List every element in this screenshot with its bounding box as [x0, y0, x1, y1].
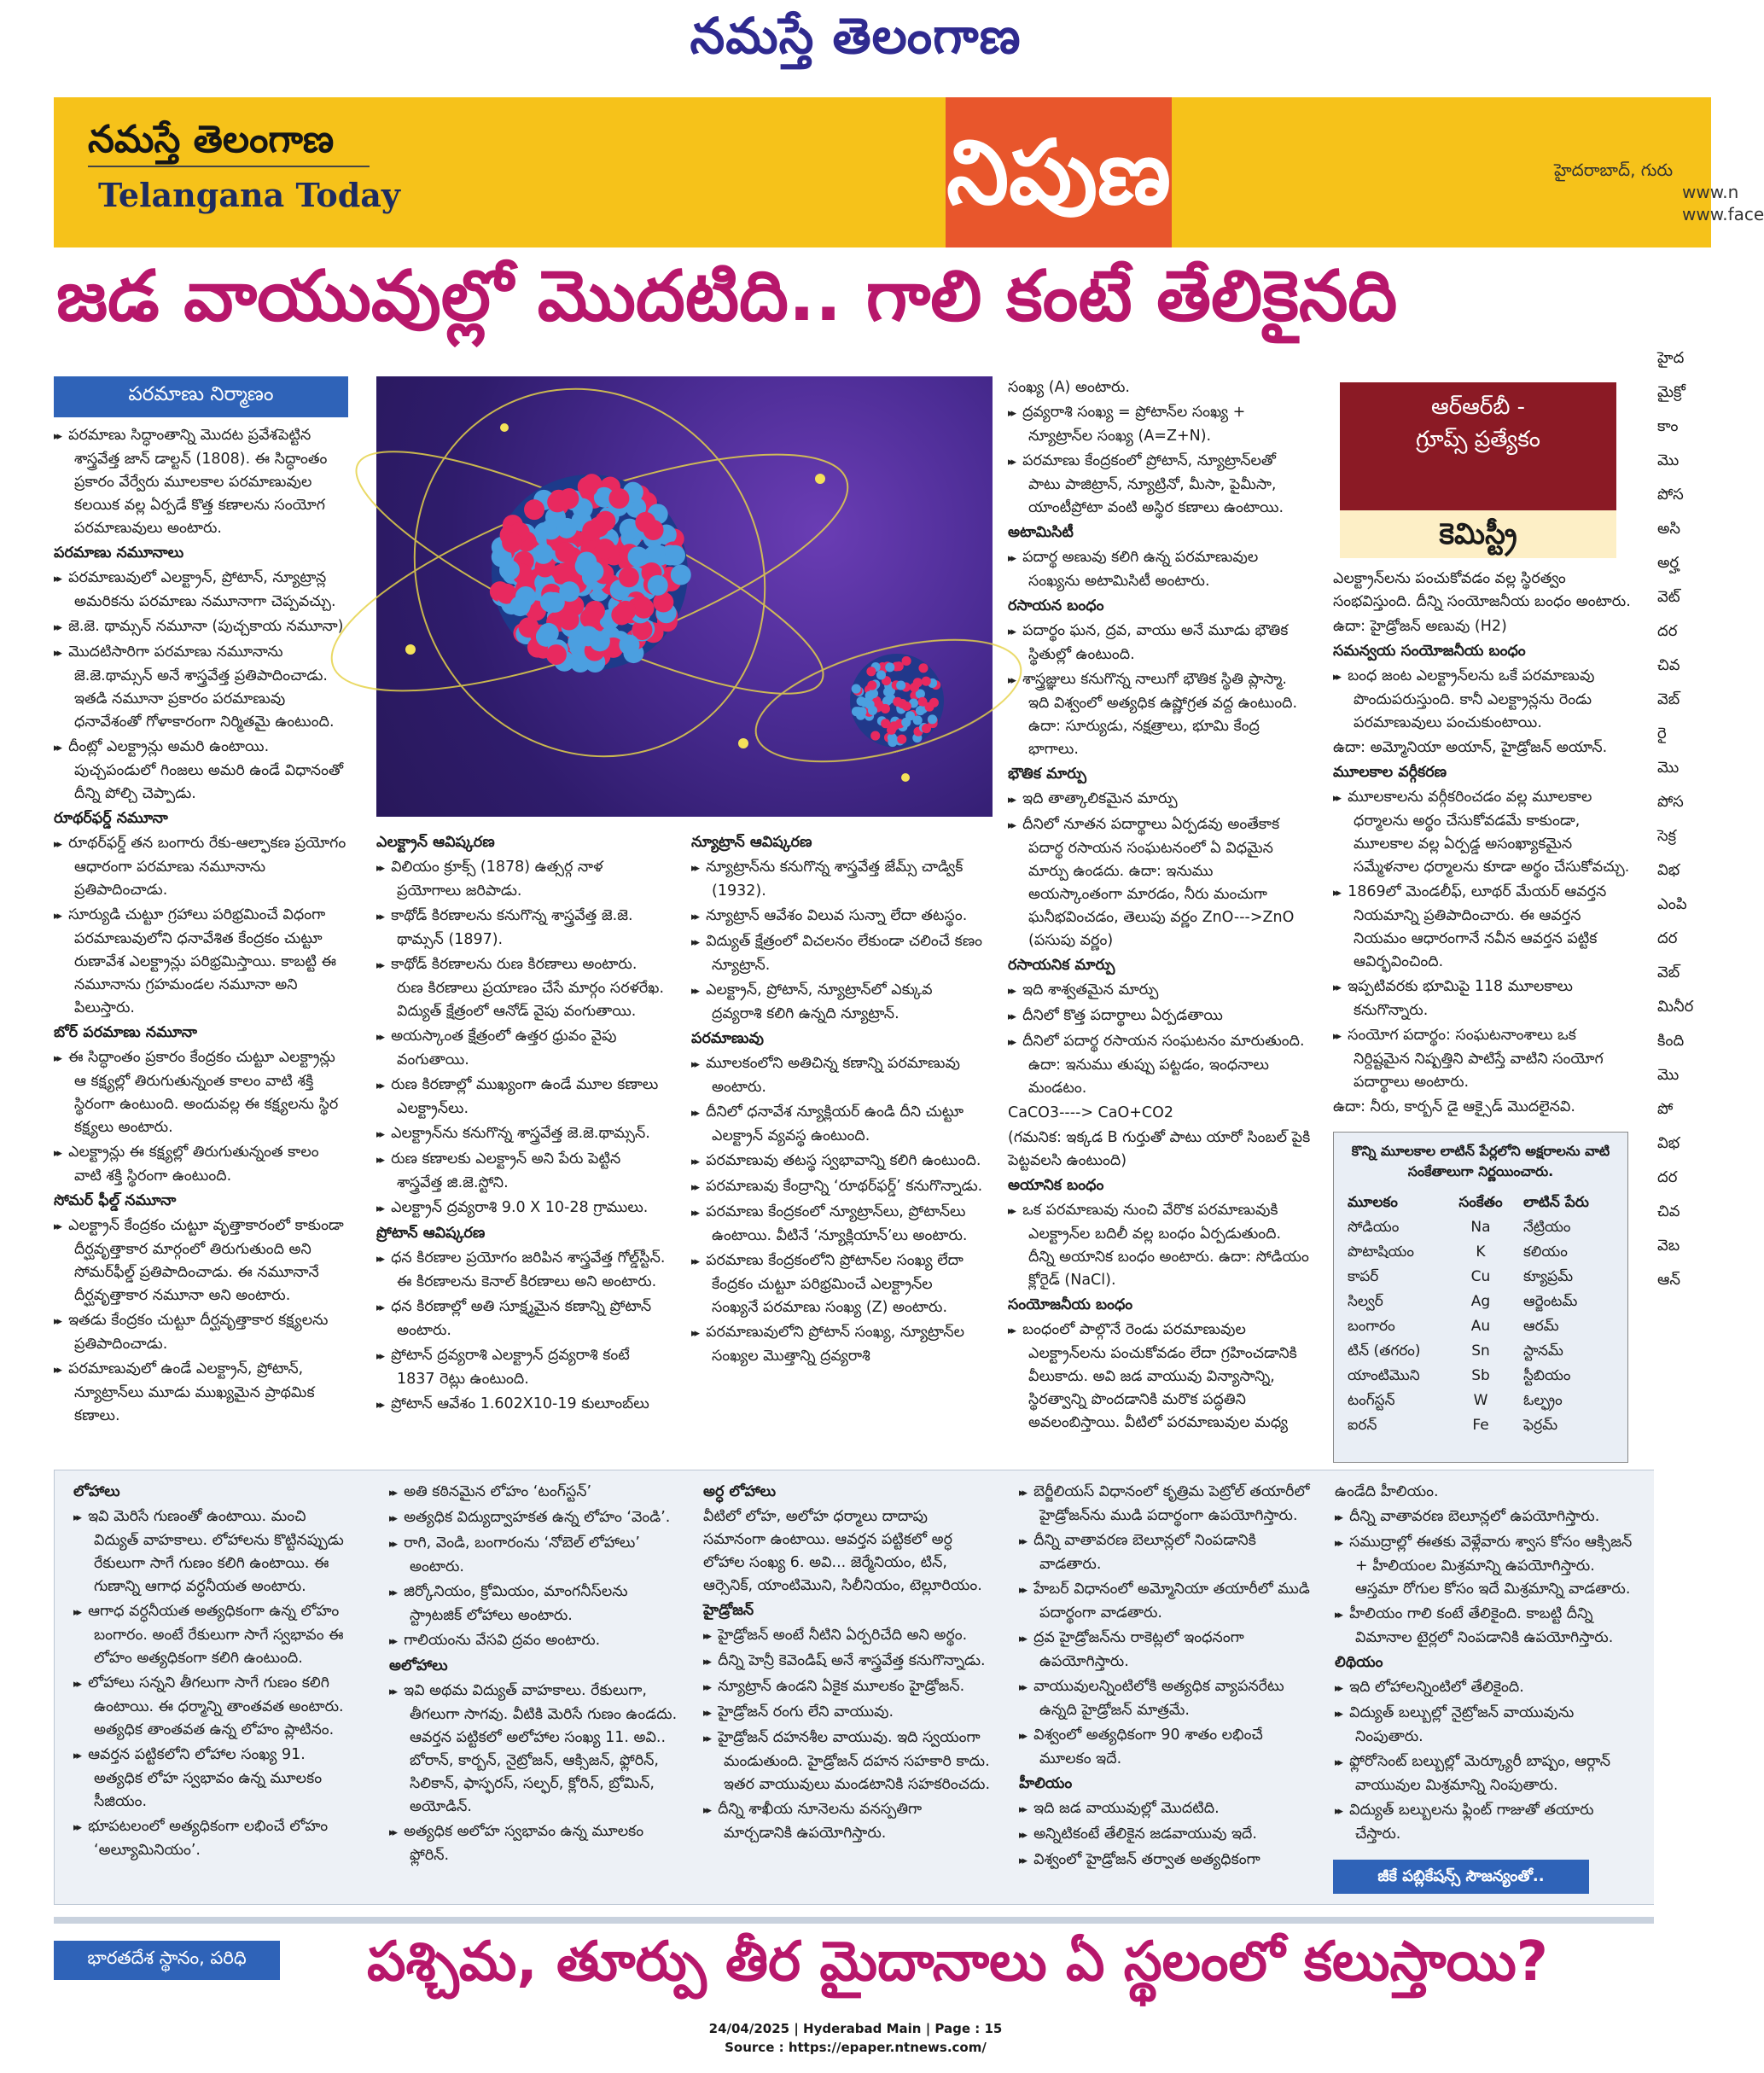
table-row	[1348, 1389, 1614, 1413]
table-row	[1348, 1240, 1614, 1265]
paragraph: ▸▸ న్యూట్రాన్ ఆవేశం విలువ సున్నా లేదా తటస్థం.	[691, 905, 983, 929]
latin-names-table	[1333, 1132, 1628, 1463]
table-body	[1334, 1191, 1627, 1438]
atom-illustration	[376, 376, 993, 817]
masthead-logo: నమస్తే తెలంగాణ	[690, 7, 1022, 65]
section-title: నిపుణ	[946, 97, 1172, 247]
paragraph: ▸▸ ఇతడు కేంద్రకం చుట్టూ దీర్ఘవృత్తాకార కక్ష్యలను ప్రతిపాదించాడు.	[54, 1309, 348, 1356]
brand-telugu: నమస్తే తెలంగాణ	[88, 118, 335, 161]
strip-item: రై	[1657, 725, 1667, 742]
paragraph: ▸▸ రాగి, వెండి, బంగారంను ‘నోబెల్ లోహాలు’ అంటారు.	[389, 1532, 679, 1579]
table-cell: టంగ్‌స్టన్	[1348, 1392, 1395, 1409]
paragraph: ▸▸ ద్రవ్యరాశి సంఖ్య = ప్రోటాన్‌ల సంఖ్య + న్యూట్రాన్‌ల సంఖ్య (A=Z+N).	[1008, 401, 1311, 448]
paragraph: ▸▸ దీన్ని వాతావరణ బెలూన్లలో నింపడానికి వాడతారు.	[1019, 1529, 1313, 1576]
bottom-column-5	[1335, 1481, 1635, 1848]
strip-item: వెట్	[1657, 588, 1680, 606]
paragraph: ▸▸ పరమాణువులోని ప్రోటాన్ సంఖ్య, న్యూట్రాన్‌ల సంఖ్యల మొత్తాన్ని ద్రవ్యరాశి	[691, 1321, 983, 1368]
column-text	[376, 831, 667, 1417]
paragraph: ▸▸ విశ్వంలో హైడ్రోజన్ తర్వాత అత్యధికంగా	[1019, 1849, 1313, 1872]
paragraph: ▸▸ కాథోడ్ కిరణాలను రుణ కిరణాలు అంటారు. రుణ కిరణాలు ప్రయాణం చేసే మార్గం సరళరేఖ. విద్యుత్ క్షేత్రంలో ఆనోడ్ వైపు వంగుతాయి.	[376, 953, 667, 1023]
column-1	[54, 376, 348, 1430]
brand-english: Telangana Today	[98, 176, 400, 214]
table-cell: Na	[1470, 1219, 1491, 1236]
strip-text	[1654, 247, 1711, 1297]
table-row	[1348, 1413, 1614, 1438]
paragraph: ▸▸ న్యూట్రాన్ ఉండని ఏకైక మూలకం హైడ్రోజన్.	[703, 1675, 993, 1699]
paragraph: ▸▸ ఎలక్ట్రాన్ కేంద్రకం చుట్టూ వృత్తాకారంలో కాకుండా దీర్ఘవృత్తాకార మార్గంలో తిరుగుతుంది అని సోమర్‌ఫీల్డ్ ప్రతిపాదించాడు. ఈ నమూనానే దీర్ఘవృత్తాకార నమూనా అని అంటారు.	[54, 1214, 348, 1307]
table-cell: Fe	[1472, 1417, 1489, 1434]
subject-label: కెమిస్ట్రీ	[1340, 510, 1616, 558]
subheading: న్యూట్రాన్ ఆవిష్కరణ	[691, 834, 812, 851]
paragraph: CaCO3----> CaO+CO2	[1008, 1104, 1174, 1121]
paragraph: ▸▸ ఇప్పటివరకు భూమిపై 118 మూలకాలు కనుగొన్నారు.	[1333, 975, 1633, 1022]
exam-badge-line-2: గ్రూప్స్ ప్రత్యేకం	[1416, 427, 1540, 452]
table-cell: కలియం	[1523, 1243, 1568, 1261]
paragraph: ▸▸ పరమాణు కేంద్రకంలో న్యూట్రాన్‌లు, ప్రోటాన్‌లు ఉంటాయి. వీటినే ‘న్యూక్లియాన్’లు అంటారు.	[691, 1201, 983, 1248]
table-cell: సిల్వర్	[1348, 1293, 1383, 1310]
paragraph: ▸▸ రుణ కిరణాల్లో ముఖ్యంగా ఉండే మూల కణాలు ఎలక్ట్రాన్‌లు.	[376, 1074, 667, 1121]
strip-item: దర	[1657, 622, 1678, 640]
paragraph: ▸▸ గాలియంను వేసవి ద్రవం అంటారు.	[389, 1629, 679, 1653]
paragraph: ▸▸ విద్యుత్ క్షేత్రంలో విచలనం లేకుండా చలించే కణం న్యూట్రాన్.	[691, 930, 983, 977]
strip-item: మినీర	[1657, 998, 1694, 1016]
paragraph: సంఖ్య (A) అంటారు.	[1008, 379, 1130, 396]
paragraph: ▸▸ ధన కిరణాల ప్రయోగం జరిపిన శాస్త్రవేత్త గోల్డ్‌స్టీన్. ఈ కిరణాలను కెనాల్ కిరణాలు అని అంటారు.	[376, 1247, 667, 1294]
paragraph: ▸▸ హైడ్రోజన్ అంటే నీటిని ఏర్పరిచేది అని అర్థం.	[703, 1624, 993, 1648]
strip-item: అసి	[1657, 520, 1681, 538]
banner-url-1: www.n	[1682, 182, 1739, 202]
strip-item: పో	[1657, 1100, 1674, 1118]
table-cell: Sb	[1471, 1367, 1490, 1384]
paragraph: ఉదా: హైడ్రోజన్ అణువు (H2)	[1333, 618, 1507, 635]
section-heading: పరమాణు నిర్మాణం	[54, 376, 348, 417]
strip-item: మైక్రో	[1657, 383, 1685, 401]
column-text	[691, 831, 983, 1368]
table-row	[1348, 1290, 1614, 1314]
paragraph: ▸▸ పరమాణువు తటస్థ స్వభావాన్ని కలిగి ఉంటుంది.	[691, 1150, 983, 1173]
paragraph: ▸▸ హైడ్రోజన్ రంగు లేని వాయువు.	[703, 1701, 993, 1725]
subheading: బోర్ పరమాణు నమూనా	[54, 1024, 197, 1041]
paragraph: ▸▸ అతి కఠినమైన లోహం ‘టంగ్‌స్టన్’	[389, 1481, 679, 1505]
paragraph: ▸▸ న్యూట్రాన్‌ను కనుగొన్న శాస్త్రవేత్త జేమ్స్ చాడ్విక్ (1932).	[691, 856, 983, 903]
footer-date: 24/04/2025 | Hyderabad Main | Page : 15	[708, 2021, 1003, 2036]
subheading: రూథర్‌ఫర్డ్ నమూనా	[54, 810, 168, 827]
paragraph: ▸▸ విశ్వంలో అత్యధికంగా 90 శాతం లభించే మూలకం ఇదే.	[1019, 1724, 1313, 1771]
paragraph: ఎలక్ట్రాన్‌లను పంచుకోవడం వల్ల స్థిరత్వం సంభవిస్తుంది. దీన్ని సంయోజనీయ బంధం అంటారు.	[1333, 570, 1631, 610]
strip-item: విభ	[1657, 861, 1680, 879]
table-row	[1348, 1364, 1614, 1389]
subheading: లోహాలు	[73, 1483, 120, 1500]
subheading: అలోహాలు	[389, 1657, 448, 1674]
paragraph: ▸▸ దీంట్లో ఎలక్ట్రాన్లు అమరి ఉంటాయి. పుచ్చపండులో గింజలు అమరి ఉండే విధానంతో దీన్ని పోల్చి చెప్పాడు.	[54, 736, 348, 806]
table-cell: టిన్ (తగరం)	[1348, 1342, 1421, 1360]
subheading: ప్రోటాన్ ఆవిష్కరణ	[376, 1225, 486, 1242]
column-text	[1008, 376, 1311, 1435]
paragraph: ▸▸ ఇది తాత్కాలికమైన మార్పు	[1008, 788, 1311, 812]
paragraph: ▸▸ ఎలక్ట్రాన్లు ఈ కక్ష్యల్లో తిరుగుతున్నంత కాలం వాటి శక్తి స్థిరంగా ఉంటుంది.	[54, 1141, 348, 1188]
subheading: అర్ధ లోహాలు	[703, 1483, 777, 1500]
paragraph: ▸▸ బెర్జీలియస్ విధానంలో కృత్రిమ పెట్రోల్ తయారీలో హైడ్రోజన్‌ను ముడి పదార్థంగా ఉపయోగిస్తారు.	[1019, 1481, 1313, 1528]
table-cell: ఐరన్	[1348, 1417, 1377, 1434]
strip-item: పోస	[1657, 793, 1684, 811]
subheading: పరమాణువు	[691, 1030, 764, 1047]
paragraph: ▸▸ పరమాణువు కేంద్రాన్ని ‘రూథర్‌ఫర్డ్’ కనుగొన్నాడు.	[691, 1175, 983, 1199]
paragraph: ▸▸ భూపటలంలో అత్యధికంగా లభించే లోహం ‘అల్యూమినియం’.	[73, 1815, 355, 1862]
paragraph: ▸▸ అయస్కాంత క్షేత్రంలో ఉత్తర ధ్రువం వైపు వంగుతాయి.	[376, 1025, 667, 1072]
strip-item: సెక్ర	[1657, 827, 1677, 845]
strip-item: ఆన్	[1657, 1271, 1680, 1289]
next-section-heading: భారతదేశ స్థానం, పరిధి	[54, 1941, 280, 1980]
column-text	[54, 424, 348, 1428]
footer-source: Source : https://epaper.ntnews.com/	[725, 2040, 987, 2055]
paragraph: ▸▸ జిర్కోనియం, క్రోమియం, మాంగనీస్‌లను స్ట్రాటజిక్ లోహాలు అంటారు.	[389, 1581, 679, 1628]
credit-line: జీకే పబ్లికేషన్స్ సౌజన్యంతో..	[1333, 1860, 1589, 1894]
paragraph: ▸▸ పదార్థం ఘన, ద్రవ, వాయు అనే మూడు భౌతిక స్థితుల్లో ఉంటుంది.	[1008, 620, 1311, 667]
paragraph: ▸▸ ఇది జడ వాయువుల్లో మొదటిది.	[1019, 1797, 1313, 1821]
strip-item: కింది	[1657, 1032, 1685, 1050]
paragraph: ▸▸ శాస్త్రజ్ఞులు కనుగొన్న నాలుగో భౌతిక స్థితి ప్లాస్మా. ఇది విశ్వంలో అత్యధిక ఉష్ణోగ్రత వద్ద ఉంటుంది. ఉదా: సూర్యుడు, నక్షత్రాలు, భూమి కేంద్ర భాగాలు.	[1008, 668, 1311, 761]
subheading: మూలకాల వర్గీకరణ	[1333, 764, 1447, 781]
banner-url-2: www.face	[1682, 204, 1764, 224]
strip-item: ఎంపి	[1657, 895, 1687, 913]
paragraph: ▸▸ దీనిలో నూతన పదార్థాలు ఏర్పడవు అంతేకాక పదార్థ రసాయన సంఘటనంలో ఏ విధమైన మార్పు ఉండదు. ఉదా: ఇనుము అయస్కాంతంగా మారడం, నీరు మంచుగా ఘనీభవించడం, తెలుపు వర్ణం ZnO--->ZnO (పసుపు వర్ణం)	[1008, 813, 1311, 952]
paragraph: ▸▸ సముద్రాల్లో ఈతకు వెళ్లేవారు శ్వాస కోసం ఆక్సిజన్ + హీలియంల మిశ్రమాన్ని ఉపయోగిస్తారు. ఆస్తమా రోగుల కోసం ఇదే మిశ్రమాన్ని వాడతారు.	[1335, 1531, 1635, 1601]
table-cell: లాటిన్ పేరు	[1523, 1194, 1589, 1211]
paragraph: ▸▸ పదార్థ అణువు కలిగి ఉన్న పరమాణువుల సంఖ్యను అటామిసిటీ అంటారు.	[1008, 546, 1311, 593]
paragraph: ▸▸ సూర్యుడి చుట్టూ గ్రహాలు పరిభ్రమించే విధంగా పరమాణువులోని ధనావేశిత కేంద్రకం చుట్టూ రుణావేశ ఎలక్ట్రాన్లు పరిభ్రమిస్తాయి. కాబట్టి ఈ నమూనాను గ్రహమండల నమూనా అని పిలుస్తారు.	[54, 904, 348, 1020]
table-cell: ఆరమ్	[1523, 1318, 1559, 1335]
exam-badge	[1340, 382, 1616, 510]
table-cell: యాంటిమొని	[1348, 1367, 1420, 1384]
table-cell: కాపర్	[1348, 1268, 1379, 1285]
column-4	[1008, 376, 1311, 1436]
paragraph: ▸▸ ఎలక్ట్రాన్‌ను కనుగొన్న శాస్త్రవేత్త జె.జె.థామ్సన్.	[376, 1122, 667, 1146]
subheading: హైడ్రోజన్	[703, 1602, 754, 1619]
strip-item: హైద	[1657, 349, 1685, 367]
table-cell: స్టీబియం	[1523, 1367, 1571, 1384]
strip-item: మొ	[1657, 1066, 1680, 1084]
banner-info	[1554, 159, 1764, 225]
paragraph: ▸▸ జె.జె. థామ్సన్ నమూనా (పుచ్చకాయ నమూనా)	[54, 615, 348, 639]
paragraph: ▸▸ ఎలక్ట్రాన్ ద్రవ్యరాశి 9.0 X 10-28 గ్రాములు.	[376, 1197, 667, 1220]
paragraph: ఉండేది హీలియం.	[1335, 1483, 1439, 1500]
paragraph: ▸▸ అత్యధిక అలోహ స్వభావం ఉన్న మూలకం ఫ్లోరిన్.	[389, 1820, 679, 1867]
table-cell: Ag	[1470, 1293, 1491, 1310]
paragraph: ▸▸ దీనిలో ధనావేశ న్యూక్లియర్ ఉండి దీని చుట్టూ ఎలక్ట్రాన్ వ్యవస్థ ఉంటుంది.	[691, 1101, 983, 1148]
paragraph: ▸▸ దీన్ని వాతావరణ బెలూన్లలో ఉపయోగిస్తారు.	[1335, 1505, 1635, 1529]
paragraph: ▸▸ కాథోడ్ కిరణాలను కనుగొన్న శాస్త్రవేత్త జె.జె. థామ్సన్ (1897).	[376, 905, 667, 952]
paragraph: ▸▸ పరమాణు సిద్ధాంతాన్ని మొదట ప్రవేశపెట్టిన శాస్త్రవేత్త జాన్ డాల్టన్ (1808). ఈ సిద్ధాంతం ప్రకారం వేర్వేరు మూలకాల పరమాణువుల కలయిక వల్ల ఏర్పడే కొత్త కణాలను సంయోగ పరమాణువులు అంటారు.	[54, 424, 348, 540]
paragraph: ▸▸ మూలకంలోని అతిచిన్న కణాన్ని పరమాణువు అంటారు.	[691, 1052, 983, 1099]
subheading: ఎలక్ట్రాన్ ఆవిష్కరణ	[376, 834, 495, 851]
paragraph: ▸▸ ఇది శాశ్వతమైన మార్పు	[1008, 979, 1311, 1003]
paragraph: ▸▸ మూలకాలను వర్గీకరించడం వల్ల మూలకాల ధర్మాలను అర్థం చేసుకోవడమే కాకుండా, మూలకాల వల్ల ఏర్పడ్డ అసంఖ్యాకమైన సమ్మేళనాల ధర్మాలను కూడా అర్థం చేసుకోవచ్చు.	[1333, 786, 1633, 879]
column-2	[376, 831, 667, 1418]
paragraph: ▸▸ ఎలక్ట్రాన్, ప్రోటాన్, న్యూట్రాన్‌లో ఎక్కువ ద్రవ్యరాశి కలిగి ఉన్నది న్యూట్రాన్.	[691, 979, 983, 1026]
paragraph: ▸▸ ఈ సిద్ధాంతం ప్రకారం కేంద్రకం చుట్టూ ఎలక్ట్రాన్లు ఆ కక్ష్యల్లో తిరుగుతున్నంత కాలం వాటి శక్తి స్థిరంగా ఉంటుంది. అందువల్ల ఈ కక్ష్యలను స్థిర కక్ష్యలు అంటారు.	[54, 1046, 348, 1139]
paragraph: ▸▸ బంధంలో పాల్గొనే రెండు పరమాణువుల ఎలక్ట్రాన్‌లను పంచుకోవడం లేదా గ్రహించడానికి వీలుకాదు. అవి జడ వాయువు విన్యాసాన్ని, స్థిరత్వాన్ని పొందడానికి మరొక పద్ధతిని అవలంబిస్తాయి. వీటిలో పరమాణువుల మధ్య	[1008, 1319, 1311, 1435]
paragraph: ▸▸ ఇది లోహాలన్నింటిలో తేలికైంది.	[1335, 1676, 1635, 1700]
paragraph: ▸▸ ఫ్లోరోసెంట్ బల్బుల్లో మెర్క్యూరీ బాష్పం, ఆర్గాన్ వాయువుల మిశ్రమాన్ని నింపుతారు.	[1335, 1750, 1635, 1797]
paragraph: ▸▸ లోహాలు సన్నని తీగలుగా సాగే గుణం కలిగి ఉంటాయి. ఈ ధర్మాన్ని తాంతవత అంటారు. అత్యధిక తాంతవత ఉన్న లోహం ప్లాటినం.	[73, 1672, 355, 1742]
adjacent-page-strip	[1654, 247, 1711, 1963]
subheading: భౌతిక మార్పు	[1008, 766, 1086, 783]
paragraph: ▸▸ రూథర్‌ఫర్డ్ తన బంగారు రేకు-ఆల్ఫాకణ ప్రయోగం ఆధారంగా పరమాణు నమూనాను ప్రతిపాదించాడు.	[54, 832, 348, 902]
paragraph: ▸▸ విలియం క్రూక్స్ (1878) ఉత్సర్గ నాళ ప్రయోగాలు జరిపాడు.	[376, 856, 667, 903]
subheading: అటామిసిటీ	[1008, 524, 1074, 541]
paragraph: ▸▸ ఆవర్తన పట్టికలోని లోహాల సంఖ్య 91. అత్యధిక లోహ స్వభావం ఉన్న మూలకం సీజియం.	[73, 1744, 355, 1814]
main-headline: జడ వాయువుల్లో మొదటిది.. గాలి కంటే తేలికైనది	[56, 256, 1398, 337]
subheading: పరమాణు నమూనాలు	[54, 544, 184, 562]
paragraph: ▸▸ వాయువులన్నింటిలోకి అత్యధిక వ్యాపనరేటు ఉన్నది హైడ్రోజన్ మాత్రమే.	[1019, 1675, 1313, 1722]
table-cell: పొటాషియం	[1348, 1243, 1414, 1261]
strip-item: చివ	[1657, 1202, 1680, 1220]
table-row	[1348, 1339, 1614, 1364]
subheading: అయానిక బంధం	[1008, 1177, 1104, 1194]
paragraph: ▸▸ ఒక పరమాణువు నుంచి వేరొక పరమాణువుకి ఎలక్ట్రాన్‌ల బదిలీ వల్ల బంధం ఏర్పడుతుంది. దీన్ని అయానిక బంధం అంటారు. ఉదా: సోడియం క్లోరైడ్ (NaCl).	[1008, 1199, 1311, 1292]
strip-item: కాం	[1657, 417, 1679, 435]
next-headline: పశ్చిమ, తూర్పు తీర మైదానాలు ఏ స్థలంలో కలుస్తాయి?	[367, 1930, 1548, 1994]
banner-city: హైదరాబాద్, గురు	[1554, 160, 1674, 180]
column-text	[1333, 568, 1633, 1119]
paragraph: ▸▸ సంయోగ పదార్థం: సంఘటనాంశాలు ఒక నిర్దిష్టమైన నిష్పత్తిని పాటిస్తే వాటిని సంయోగ పదార్థాలు అంటారు.	[1333, 1024, 1633, 1094]
table-cell: ఆర్జెంటమ్	[1523, 1293, 1578, 1310]
subheading: లిథియం	[1335, 1654, 1383, 1671]
strip-item: వెబ్	[1657, 964, 1680, 981]
paragraph: ▸▸ పరమాణువులో ఎలక్ట్రాన్, ప్రోటాన్, న్యూట్రాన్ల అమరికను పరమాణు నమూనాగా చెప్పవచ్చు.	[54, 567, 348, 614]
strip-item: విభ	[1657, 1134, 1680, 1152]
brand-divider	[88, 166, 370, 167]
table-cell: మూలకం	[1348, 1194, 1398, 1211]
table-cell: సంకేతం	[1458, 1194, 1503, 1211]
bottom-column-4	[1019, 1481, 1313, 1874]
strip-item: దర	[1657, 929, 1678, 947]
subheading: రసాయన బంధం	[1008, 597, 1104, 614]
table-row	[1348, 1215, 1614, 1240]
table-header	[1348, 1191, 1614, 1215]
paragraph: వీటిలో లోహ, అలోహ ధర్మాలు దాదాపు సమానంగా ఉంటాయి. ఆవర్తన పట్టికలో అర్ధ లోహాల సంఖ్య 6. అవి... జెర్మేనియం, టిన్, ఆర్సెనిక్, యాంటిమొని, సిలీనియం, టెల్లూరియం.	[703, 1508, 982, 1594]
table-cell: ఫెర్రమ్	[1523, 1417, 1558, 1434]
paragraph: ▸▸ ప్రోటాన్ ద్రవ్యరాశి ఎలక్ట్రాన్ ద్రవ్యరాశి కంటే 1837 రెట్లు ఉంటుంది.	[376, 1344, 667, 1391]
bottom-column-2	[389, 1481, 679, 1869]
subheading: రసాయనిక మార్పు	[1008, 957, 1115, 974]
paragraph: ▸▸ పరమాణు కేంద్రకంలోని ప్రోటాన్‌ల సంఖ్య లేదా కేంద్రకం చుట్టూ పరిభ్రమించే ఎలక్ట్రాన్‌ల సంఖ్యనే పరమాణు సంఖ్య (Z) అంటారు.	[691, 1249, 983, 1319]
table-cell: నేట్రియం	[1523, 1219, 1571, 1236]
paragraph: ▸▸ మొదటిసారిగా పరమాణు నమూనాను జె.జె.థామ్సన్ అనే శాస్త్రవేత్త ప్రతిపాదించాడు. ఇతడి నమూనా ప్రకారం పరమాణువు ధనావేశంతో గోళాకారంగా నిర్మితమై ఉంటుంది.	[54, 641, 348, 734]
paragraph: ▸▸ ద్రవ హైడ్రోజన్‌ను రాకెట్లలో ఇంధనంగా ఉపయోగిస్తారు.	[1019, 1627, 1313, 1674]
paragraph: ▸▸ ఇవి అథమ విద్యుత్ వాహకాలు. రేకులుగా, తీగలుగా సాగవు. వీటికి మెరిసే గుణం ఉండదు. ఆవర్తన పట్టికలో అలోహాల సంఖ్య 11. అవి.. బోరాన్, కార్బన్, నైట్రోజన్, ఆక్సిజన్, ఫ్లోరిన్, సిలికాన్, ఫాస్ఫరస్, సల్ఫర్, క్లోరిన్, బ్రోమిన్, అయోడిన్.	[389, 1680, 679, 1819]
paragraph: ఉదా: అమ్మోనియా అయాన్, హైడ్రోజన్ అయాన్.	[1333, 739, 1608, 756]
section-banner	[54, 97, 1764, 247]
strip-item: వెబ	[1657, 1237, 1680, 1255]
table-cell: సోడియం	[1348, 1219, 1400, 1236]
strip-item: వెబ్	[1657, 690, 1680, 708]
paragraph: ▸▸ అన్నిటికంటే తేలికైన జడవాయువు ఇదే.	[1019, 1823, 1313, 1847]
subheading: సోమర్ ఫీల్డ్ నమూనా	[54, 1192, 177, 1209]
paragraph: ▸▸ పరమాణువులో ఉండే ఎలక్ట్రాన్, ప్రోటాన్, న్యూట్రాన్‌లు మూడు ముఖ్యమైన ప్రాథమిక కణాలు.	[54, 1358, 348, 1428]
paragraph: ▸▸ 1869లో మెండలీఫ్, లూథర్ మేయర్ ఆవర్తన నియమాన్ని ప్రతిపాదించారు. ఈ ఆవర్తన నియమం ఆధారంగానే నవీన ఆవర్తన పట్టిక ఆవిర్భవించింది.	[1333, 881, 1633, 974]
table-title: కొన్ని మూలకాల లాటిన్ పేర్లలోని అక్షరాలను వాటి సంకేతాలుగా నిర్ణయించారు.	[1351, 1143, 1610, 1179]
table-cell: Au	[1470, 1318, 1491, 1335]
paragraph: ▸▸ దీనిలో పదార్థ రసాయన సంఘటనం మారుతుంది. ఉదా: ఇనుము తుప్పు పట్టడం, ఇంధనాలు మండటం.	[1008, 1030, 1311, 1100]
paragraph: ▸▸ బంధ జంట ఎలక్ట్రాన్‌లను ఒకే పరమాణువు పొందుపరుస్తుంది. కానీ ఎలక్ట్రాన్లను రెండు పరమాణువులు పంచుకుంటాయి.	[1333, 665, 1633, 735]
table-row	[1348, 1314, 1614, 1339]
strip-item: మొ	[1657, 759, 1680, 777]
table-row	[1348, 1265, 1614, 1290]
paragraph: ▸▸ విద్యుత్ బల్బులను ఫ్లింట్ గాజుతో తయారు చేస్తారు.	[1335, 1799, 1635, 1846]
paragraph: ▸▸ ఆగాధ వర్ధనీయత అత్యధికంగా ఉన్న లోహం బంగారం. అంటే రేకులుగా సాగే స్వభావం ఈ లోహం అత్యధికంగా కలిగి ఉంటుంది.	[73, 1600, 355, 1670]
paragraph: ▸▸ దీనిలో కొత్త పదార్థాలు ఏర్పడతాయి	[1008, 1004, 1311, 1028]
atom-graphic	[376, 376, 993, 817]
exam-badge-line-1: ఆర్ఆర్‌బీ -	[1430, 394, 1526, 420]
paragraph: ▸▸ దీన్ని హెన్రీ కెవెండిష్ అనే శాస్త్రవేత్త కనుగొన్నాడు.	[703, 1650, 993, 1674]
paragraph: ఉదా: నీరు, కార్బన్ డై ఆక్సైడ్ మొదలైనవి.	[1333, 1098, 1575, 1115]
table-cell: Sn	[1471, 1342, 1490, 1360]
paragraph: ▸▸ దీన్ని శాఖీయ నూనెలను వనస్పతిగా మార్చడానికి ఉపయోగిస్తారు.	[703, 1798, 993, 1845]
paragraph: ▸▸ హీలియం గాలి కంటే తేలికైంది. కాబట్టి దీన్ని విమానాల టైర్లలో నింపడానికి ఉపయోగిస్తారు.	[1335, 1603, 1635, 1650]
table-cell: ఓల్ఫ్రం	[1523, 1392, 1563, 1409]
table-cell: K	[1476, 1243, 1486, 1261]
bottom-column-1	[73, 1481, 355, 1864]
table-cell: క్యూప్రమ్	[1523, 1268, 1574, 1285]
masthead	[0, 0, 1711, 94]
strip-item: పోస	[1657, 486, 1684, 504]
paragraph: ▸▸ విద్యుత్ బల్బుల్లో నైట్రోజన్ వాయువును నింపుతారు.	[1335, 1702, 1635, 1749]
subheading: సమన్వయ సంయోజనీయ బంధం	[1333, 643, 1526, 660]
paragraph: ▸▸ రుణ కణాలకు ఎలక్ట్రాన్ అని పేరు పెట్టిన శాస్త్రవేత్త జి.జె.స్టోని.	[376, 1148, 667, 1195]
strip-item: చివ	[1657, 656, 1680, 674]
table-cell: Cu	[1470, 1268, 1491, 1285]
paragraph: ▸▸ హేబర్ విధానంలో అమ్మోనియా తయారీలో ముడి పదార్థంగా వాడతారు.	[1019, 1578, 1313, 1625]
subheading: సంయోజనీయ బంధం	[1008, 1296, 1133, 1313]
paragraph: ▸▸ హైడ్రోజన్ దహనశీల వాయువు. ఇది స్వయంగా మండుతుంది. హైడ్రోజన్ దహన సహకారి కాదు. ఇతర వాయువులు మండటానికి సహకరించదు.	[703, 1727, 993, 1796]
column-3	[691, 831, 983, 1370]
paragraph: ▸▸ ప్రోటాన్ ఆవేశం 1.602X10-19 కులూంబ్‌లు	[376, 1393, 667, 1417]
paragraph: ▸▸ పరమాణు కేంద్రకంలో ప్రోటాన్, న్యూట్రాన్‌లతో పాటు పాజిట్రాన్, న్యూట్రినో, మీసా, పైమీసా, యాంటీప్రోటా వంటి అస్థిర కణాలు ఉంటాయి.	[1008, 450, 1311, 520]
paragraph: ▸▸ ధన కిరణాల్లో అతి సూక్ష్మమైన కణాన్ని ప్రోటాన్ అంటారు.	[376, 1296, 667, 1342]
bottom-column-3	[703, 1481, 993, 1847]
page-footer	[0, 2019, 1711, 2057]
paragraph: ▸▸ అత్యధిక విద్యుద్వాహకత ఉన్న లోహం ‘వెండి’.	[389, 1506, 679, 1530]
paragraph: ▸▸ ఇవి మెరిసే గుణంతో ఉంటాయి. మంచి విద్యుత్ వాహకాలు. లోహాలను కొట్టినప్పుడు రేకులుగా సాగే గుణం కలిగి ఉంటాయి. ఈ గుణాన్ని ఆగాధ వర్ధనీయత అంటారు.	[73, 1505, 355, 1598]
subheading: హీలియం	[1019, 1775, 1073, 1792]
table-cell: బంగారం	[1348, 1318, 1395, 1335]
divider	[54, 1917, 1654, 1924]
strip-item: అర్హ	[1657, 554, 1680, 572]
table-cell: స్టానమ్	[1523, 1342, 1563, 1360]
column-5	[1333, 568, 1633, 1121]
strip-item: మొ	[1657, 451, 1680, 469]
bottom-box	[54, 1470, 1656, 1905]
paragraph: (గమనిక: ఇక్కడ B గుర్తుతో పాటు యారో సింబల్ పైకి పెట్టవలసి ఉంటుంది)	[1008, 1129, 1311, 1169]
table-cell: W	[1473, 1392, 1488, 1409]
strip-item: దర	[1657, 1168, 1678, 1186]
